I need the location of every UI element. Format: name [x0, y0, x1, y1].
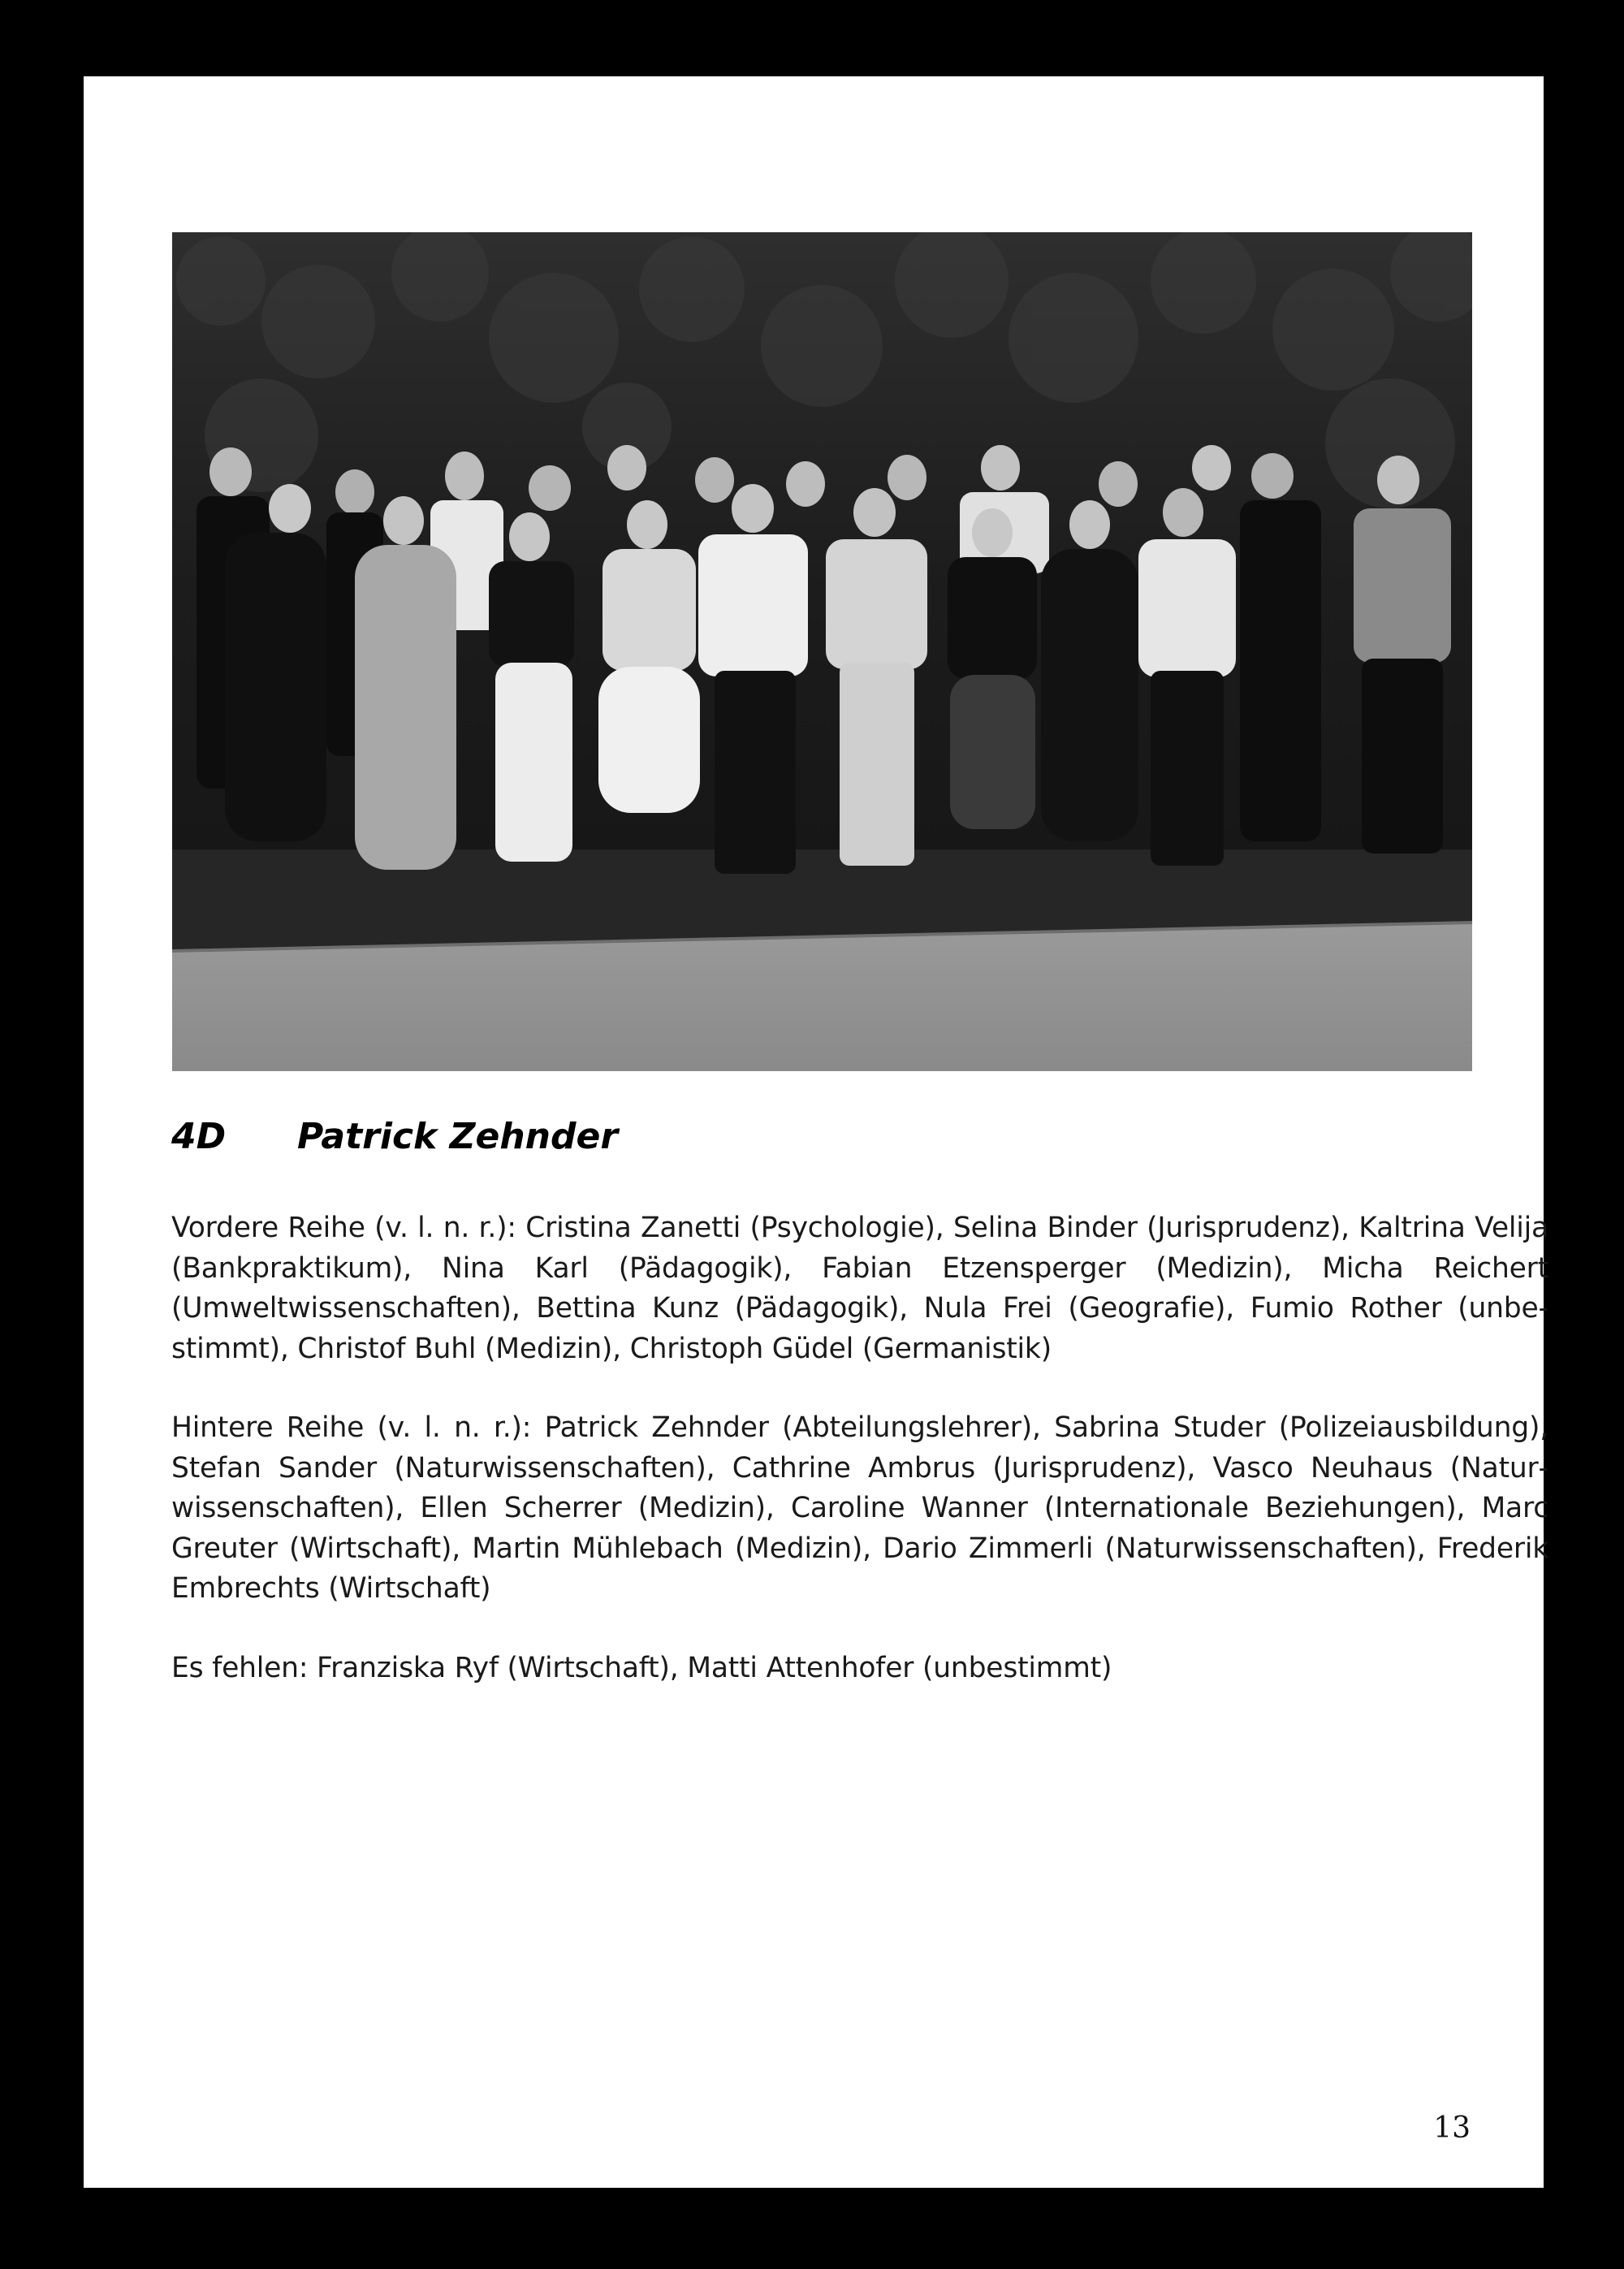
class-group-photo	[172, 232, 1472, 1071]
group-photo-icon	[172, 232, 1472, 1071]
missing-students-caption: Es fehlen: Franziska Ryf (Wirtschaft), Matti Attenhofer (unbestimmt)	[171, 1652, 1112, 1684]
class-code: 4D	[171, 1116, 227, 1157]
page-number: 13	[1433, 2111, 1471, 2145]
back-row-caption: Hintere Reihe (v. l. n. r.): Patrick Zehnder (Abteilungslehrer), Sabrina Studer (Polizeiausbildung), Stefan Sander (Naturwissenschaften), Cathrine Ambrus (Jurisprudenz), Vasco Neuhaus (Naturwissenschaften), Ellen Scherrer (Medizin), Caroline Wanner (Internationale Beziehungen), Marc Greuter (Wirtschaft), Martin Mühlebach (Medizin), Dario Zimmerli (Naturwissenschaften), Frederik Embrechts (Wirtschaft)	[171, 1411, 1548, 1605]
teacher-name: Patrick Zehnder	[297, 1116, 619, 1157]
page	[84, 76, 1548, 2188]
front-row-caption: Vordere Reihe (v. l. n. r.): Cristina Zanetti (Psychologie), Selina Binder (Jurisprudenz), Kaltrina Velija (Bankpraktikum), Nina Karl (Pädagogik), Fabian Etzensperger (Medizin), Micha Reichert (Umweltwissenschaften), Bettina Kunz (Pädagogik), Nula Frei (Geografie), Fumio Rother (unbestimmt), Christof Buhl (Medizin), Christoph Güdel (Germanistik)	[171, 1212, 1548, 1365]
